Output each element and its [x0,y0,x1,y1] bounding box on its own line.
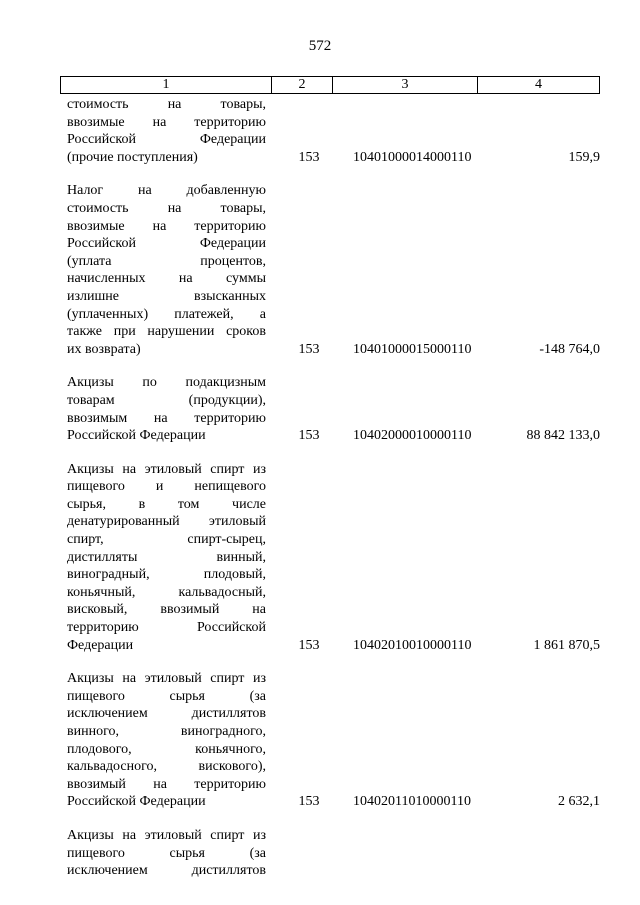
row-name-line: дистилляты винный, [67,549,266,565]
row-cell-2: 153 [298,794,320,810]
row-name-line: Акцизы на этиловый спирт из [67,461,266,477]
table-row [0,827,640,880]
row-name-line: также при нарушении сроков [67,324,266,340]
row-name-line: ввозимый на территорию [67,776,266,792]
row-name-cell [67,182,266,358]
row-name-line: Акцизы на этиловый спирт из [67,671,266,687]
row-name-line: Акцизы по подакцизным [67,375,266,391]
row-name-line: (уплата процентов, [67,253,266,269]
row-cell-4: -148 764,0 [539,341,600,357]
row-cell-3: 10401000014000110 [353,149,472,165]
row-name-line: Российской Федерации [67,236,266,252]
row-name-line: стоимость на товары, [67,97,266,112]
row-name-line: ввозимым на территорию [67,410,266,426]
row-name-line: (прочие поступления) [67,149,198,165]
row-name-line: территорию Российской [67,620,266,636]
column-header-4: 4 [478,77,600,94]
row-name-line: стоимость на товары, [67,200,266,216]
row-name-line: ввозимые на территорию [67,114,266,130]
row-cell-2: 153 [298,637,320,653]
row-name-line: их возврата) [67,341,141,357]
table-header-row [61,77,600,94]
row-cell-2: 153 [298,149,320,165]
row-name-line: Российской Федерации [67,132,266,148]
row-cell-3: 10402000010000110 [353,428,472,444]
row-name-line: пищевого и непищевого [67,479,266,495]
page-number: 572 [308,38,332,54]
table-row [0,374,640,444]
column-header-3: 3 [333,77,478,94]
row-name-cell [67,670,266,811]
row-name-line: плодового, коньячного, [67,741,266,757]
row-name-line: спирт, спирт-сырец, [67,532,266,548]
row-name-line: висковый, ввозимый на [67,602,266,618]
row-cell-2: 153 [298,428,320,444]
table-row [0,96,640,166]
row-name-line: (уплаченных) платежей, а [67,306,266,322]
row-name-cell [67,827,266,880]
table-header [60,76,600,94]
row-name-line: Федерации [67,637,134,653]
column-header-2: 2 [272,77,333,94]
row-name-line: Российской Федерации [67,428,206,444]
row-name-line: сырья, в том числе [67,496,266,512]
row-name-cell [67,96,266,166]
row-name-line: Акцизы на этиловый спирт из [67,827,266,843]
table-row [0,182,640,358]
row-name-line: ввозимые на территорию [67,218,266,234]
row-name-cell [67,374,266,444]
row-cell-4: 159,9 [568,149,600,165]
row-name-line: пищевого сырья (за [67,845,266,861]
row-cell-3: 10402010010000110 [353,637,472,653]
table-row [0,461,640,655]
row-name-line: денатурированный этиловый [67,514,266,530]
row-name-line: излишне взысканных [67,288,266,304]
row-name-line: товарам (продукции), [67,392,266,408]
row-cell-3: 10402011010000110 [353,794,471,810]
row-cell-4: 2 632,1 [558,794,600,810]
row-name-line: пищевого сырья (за [67,688,266,704]
table-row [0,670,640,811]
table-body [0,96,640,880]
row-cell-3: 10401000015000110 [353,341,472,357]
row-name-line: исключением дистиллятов [67,706,266,722]
row-name-line: Российской Федерации [67,794,206,810]
row-name-line: исключением дистиллятов [67,863,266,879]
row-cell-4: 1 861 870,5 [533,637,600,653]
row-name-line: виноградный, плодовый, [67,567,266,583]
column-header-1: 1 [61,77,272,94]
row-name-line: Налог на добавленную [67,183,266,199]
row-name-line: кальвадосного, вискового), [67,759,266,775]
row-name-line: коньячный, кальвадосный, [67,584,266,600]
row-name-line: начисленных на суммы [67,271,266,287]
row-cell-4: 88 842 133,0 [526,428,600,444]
row-name-cell [67,461,266,655]
row-name-line: винного, виноградного, [67,724,266,739]
row-cell-2: 153 [298,341,320,357]
